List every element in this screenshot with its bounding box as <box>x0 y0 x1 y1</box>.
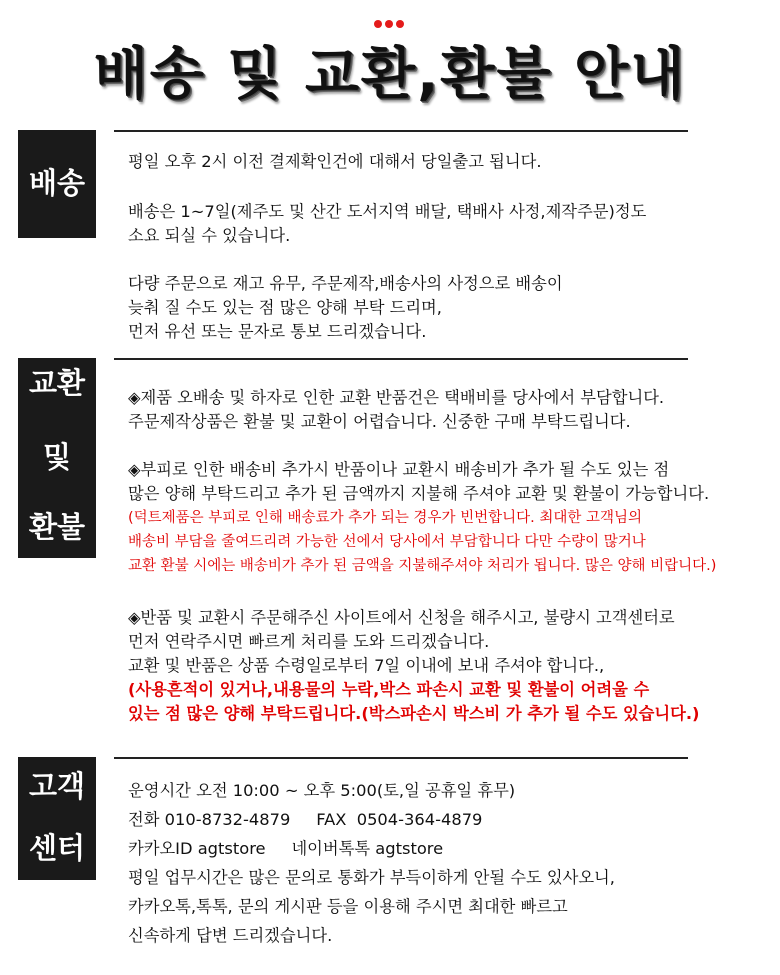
customer-center-info: 운영시간 오전 10:00 ~ 오후 5:00(토,일 공휴일 휴무) 전화 010-8732-4879 FAX 0504-364-4879 카카오ID agtstore 네이버톡톡 agtstore 평일 업무시간은 많은 문의로 통화가 부득이하게 안될 수도 있사오니, 카카오톡,톡톡, 문의 게시판 등을 이용해 주시면 최대한 빠르고 신속하게 답변 드리겠습니다. <box>128 781 615 945</box>
delivery-paragraph-3: 다량 주문으로 재고 유무, 주문제작,배송사의 사정으로 배송이 늦춰 질 수도 있는 점 많은 양해 부탁 드리며, 먼저 유선 또는 문자로 통보 드리겠습니다. <box>128 274 563 341</box>
exchange-block-3: ◈반품 및 교환시 주문해주신 사이트에서 신청을 해주시고, 불량시 고객센터로 먼저 연락주시면 빠르게 처리를 도와 드리겠습니다. 교환 및 반품은 상품 수령일로부터 7일 이내에 보내 주셔야 합니다., (사용흔적이 있거나,내용물의 누락,박스 파손시 교환 및 환불이 어려울 수 있는 점 많은 양해 부탁드립니다.(박스파손시 박스비 가 추가 될 수도 있습니다.) <box>128 608 700 723</box>
exchange-block-2: ◈부피로 인한 배송비 추가시 반품이나 교환시 배송비가 추가 될 수도 있는 점 많은 양해 부탁드리고 추가 된 금액까지 지불해 주셔야 교환 및 환불이 가능합니다. (덕트제품은 부피로 인해 배송료가 추가 되는 경우가 빈번합니다. 최대한 고객님의 배송비 부담을 줄여드리려 가능한 선에서 당사에서 부담합니다 다만 수량이 많거나 교환 환불 시에는 배송비가 추가 된 금액을 지불해주셔야 처리가 됩니다. 많은 양해 비랍니다.) <box>128 460 717 574</box>
delivery-label: 배송 <box>28 166 86 200</box>
exchange-block-1: ◈제품 오배송 및 하자로 인한 교환 반품건은 택배비를 당사에서 부담합니다. 주문제작상품은 환불 및 교환이 어렵습니다. 신중한 구매 부탁드립니다. <box>128 388 665 431</box>
delivery-paragraph-1: 평일 오후 2시 이전 결제확인건에 대해서 당일출고 됩니다. <box>128 152 542 171</box>
exchange-label-line-3: 환불 <box>28 510 86 544</box>
customer-center-label-line-2: 센터 <box>28 831 86 865</box>
exchange-divider <box>114 358 688 360</box>
customer-center-label-line-1: 고객 <box>28 769 86 803</box>
page-title: 배송 및 교환,환불 안내 <box>93 42 687 107</box>
title-decoration-dots <box>374 20 408 30</box>
delivery-divider <box>114 130 688 132</box>
exchange-label-box <box>18 358 96 558</box>
exchange-label-line-2: 및 <box>42 440 71 474</box>
delivery-paragraph-2: 배송은 1~7일(제주도 및 산간 도서지역 배달, 택배사 사정,제작주문)정도 소요 되실 수 있습니다. <box>128 202 647 245</box>
exchange-label-line-1: 교환 <box>28 366 86 400</box>
customer-center-label-box <box>18 757 96 880</box>
customer-center-divider <box>114 757 688 759</box>
delivery-label-box <box>18 130 96 238</box>
